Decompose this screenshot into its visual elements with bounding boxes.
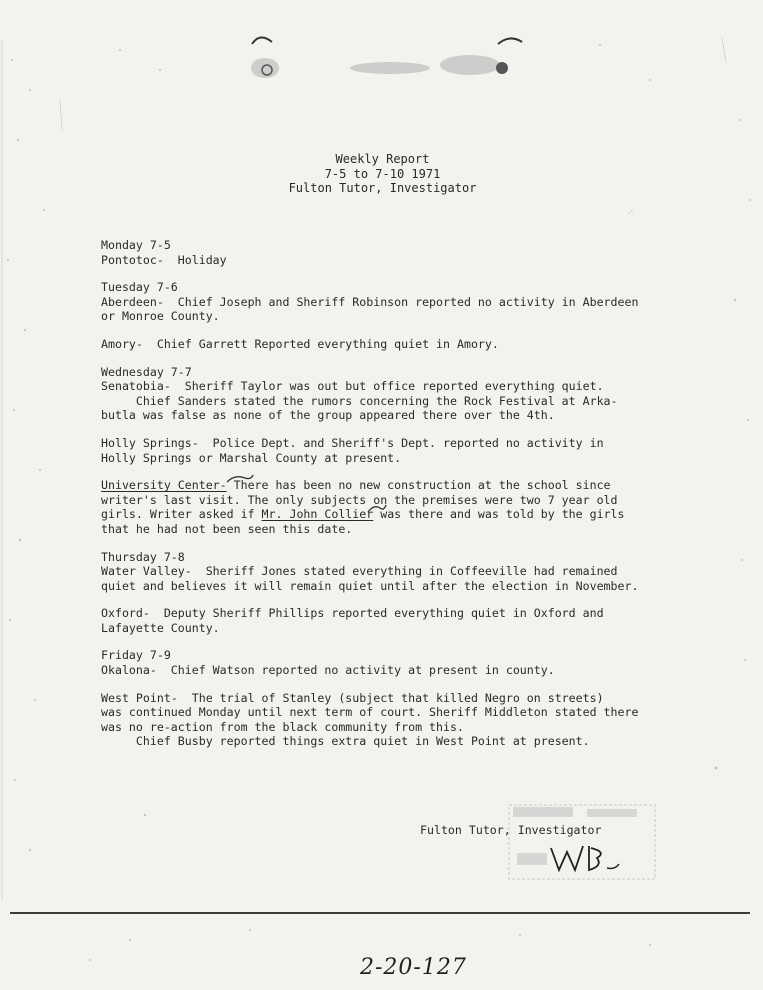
- report-header: [260, 152, 505, 196]
- entry-line: quiet and believes it will remain quiet until after the election in November.: [101, 578, 639, 593]
- entry-text: girls. Writer asked if: [101, 507, 262, 522]
- entry-text: was there and was told by the girls: [373, 507, 625, 522]
- day-heading: Tuesday 7-6: [101, 280, 178, 295]
- entry-text: There has been no new construction at the school since: [226, 478, 611, 493]
- report-title: Weekly Report: [335, 152, 430, 166]
- entry-line: Senatobia- Sheriff Taylor was out but office reported everything quiet.: [101, 379, 604, 394]
- entry-line: Lafayette County.: [101, 620, 220, 635]
- entry-line: Holly Springs or Marshal County at present.: [101, 450, 402, 465]
- entry-line: Oxford- Deputy Sheriff Phillips reported everything quiet in Oxford and: [101, 606, 604, 621]
- report-author: Fulton Tutor, Investigator: [288, 181, 477, 195]
- day-heading: Wednesday 7-7: [101, 364, 192, 379]
- entry-line: was no re-action from the black community from this.: [101, 719, 464, 734]
- handwritten-mark: [366, 502, 388, 516]
- report-body: [101, 238, 661, 749]
- entry-line: Aberdeen- Chief Joseph and Sheriff Robinson reported no activity in Aberdeen: [101, 294, 639, 309]
- report-dates: 7-5 to 7-10 1971: [324, 166, 441, 181]
- day-heading: Friday 7-9: [101, 648, 171, 663]
- entry-line: butla was false as none of the group appeared there over the 4th.: [101, 408, 555, 423]
- entry-line: [101, 478, 661, 493]
- entry-line: Chief Busby reported things extra quiet in West Point at present.: [101, 734, 590, 749]
- handwritten-mark: [225, 472, 255, 486]
- john-collier-name: Mr. John Collier: [261, 507, 374, 522]
- top-scan-marks: [230, 30, 550, 100]
- handwritten-initials: [545, 838, 635, 878]
- entry-line: Holly Springs- Police Dept. and Sheriff's Dept. reported no activity in: [101, 435, 604, 450]
- entry-line: West Point- The trial of Stanley (subject that killed Negro on streets): [101, 690, 604, 705]
- entry-line: Amory- Chief Garrett Reported everything quiet in Amory.: [101, 336, 499, 351]
- day-heading: Thursday 7-8: [101, 549, 185, 564]
- initials-text: WB: [545, 877, 547, 878]
- entry-line: was continued Monday until next term of court. Sheriff Middleton stated there: [101, 705, 639, 720]
- entry-line: Pontotoc- Holiday: [101, 252, 227, 267]
- entry-line: or Monroe County.: [101, 309, 220, 324]
- entry-line: writer's last visit. The only subjects on the premises were two 7 year old: [101, 492, 618, 507]
- university-center-label: University Center-: [101, 478, 227, 493]
- entry-line: Chief Sanders stated the rumors concerning the Rock Festival at Arka-: [101, 393, 618, 408]
- entry-line: that he had not been seen this date.: [101, 521, 353, 536]
- handwritten-footer-number: 2-20-127: [360, 955, 467, 980]
- entry-line: Water Valley- Sheriff Jones stated everything in Coffeeville had remained: [101, 564, 618, 579]
- day-heading: Monday 7-5: [101, 238, 171, 252]
- entry-line: Okalona- Chief Watson reported no activity at present in county.: [101, 663, 555, 678]
- signature-name: Fulton Tutor, Investigator: [420, 823, 602, 837]
- bottom-rule: [10, 912, 750, 914]
